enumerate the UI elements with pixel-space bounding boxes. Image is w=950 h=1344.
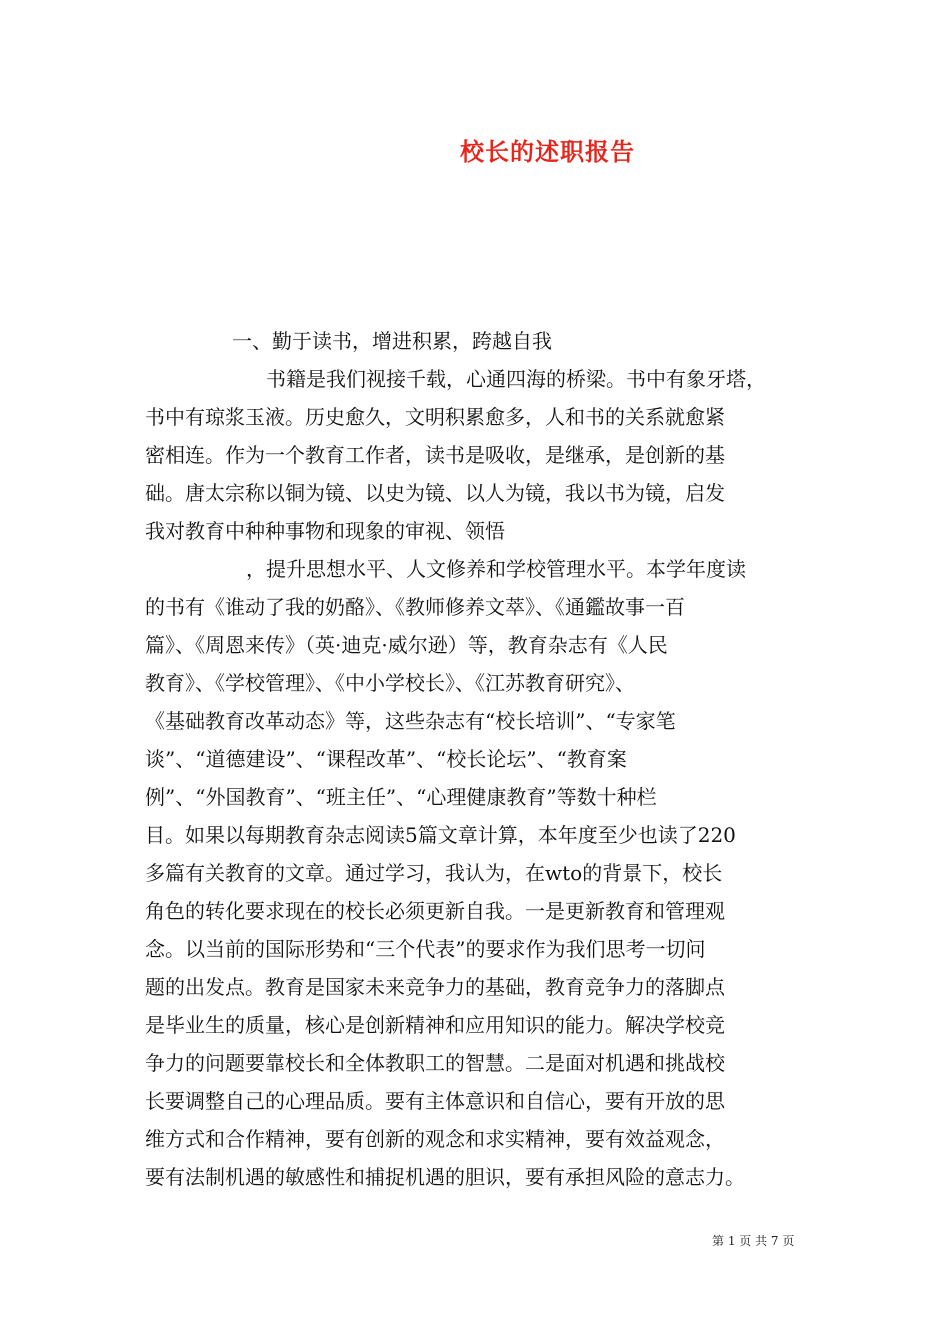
body-line: 多篇有关教育的文章。通过学习，我认为，在wto的背景下，校长 [145, 861, 723, 885]
body-line: 础。唐太宗称以铜为镜、以史为镜、以人为镜，我以书为镜，启发 [145, 481, 725, 505]
body-line: 维方式和合作精神，要有创新的观念和求实精神，要有效益观念， [145, 1127, 725, 1151]
body-line: 角色的转化要求现在的校长必须更新自我。一是更新教育和管理观 [145, 899, 725, 923]
body-line: 我对教育中种种事物和现象的审视、领悟 [145, 519, 505, 543]
body-line: 书中有琼浆玉液。历史愈久，文明积累愈多，人和书的关系就愈紧 [145, 405, 725, 429]
body-line: 的书有《谁动了我的奶酪》、《教师修养文萃》、《通鑑故事一百 [145, 595, 685, 619]
body-line: 密相连。作为一个教育工作者，读书是吸收，是继承，是创新的基 [145, 443, 725, 467]
body-line: 教育》、《学校管理》、《中小学校长》、《江苏教育研究》、 [145, 671, 635, 695]
body-line: 长要调整自己的心理品质。要有主体意识和自信心，要有开放的思 [145, 1089, 725, 1113]
body-line: ，提升思想水平、人文修养和学校管理水平。本学年度读 [246, 557, 746, 581]
body-line: 要有法制机遇的敏感性和捕捉机遇的胆识，要有承担风险的意志力。 [145, 1165, 745, 1189]
body-line: 目。如果以每期教育杂志阅读5篇文章计算，本年度至少也读了220 [145, 823, 736, 847]
body-line: 书籍是我们视接千载，心通四海的桥梁。书中有象牙塔， [246, 367, 766, 391]
body-line: 谈”、“道德建设”、“课程改革”、“校长论坛”、“教育案 [145, 747, 627, 771]
body-line: 念。以当前的国际形势和“三个代表”的要求作为我们思考一切问 [145, 937, 706, 961]
body-line: 例”、“外国教育”、“班主任”、“心理健康教育”等数十种栏 [145, 785, 657, 809]
body-line: 篇》、《周恩来传》（英·迪克·威尔逊）等，教育杂志有《人民 [145, 633, 668, 657]
body-line: 争力的问题要靠校长和全体教职工的智慧。二是面对机遇和挑战校 [145, 1051, 725, 1075]
body-line: 题的出发点。教育是国家未来竞争力的基础，教育竞争力的落脚点 [145, 975, 725, 999]
document-title: 校长的述职报告 [460, 137, 635, 166]
body-line: 是毕业生的质量，核心是创新精神和应用知识的能力。解决学校竞 [145, 1013, 725, 1037]
section-heading: 一、勤于读书，增进积累，跨越自我 [232, 329, 552, 353]
body-line: 《基础教育改革动态》等，这些杂志有“校长培训”、“专家笔 [145, 709, 676, 733]
page-number-footer: 第 1 页 共 7 页 [712, 1234, 795, 1248]
